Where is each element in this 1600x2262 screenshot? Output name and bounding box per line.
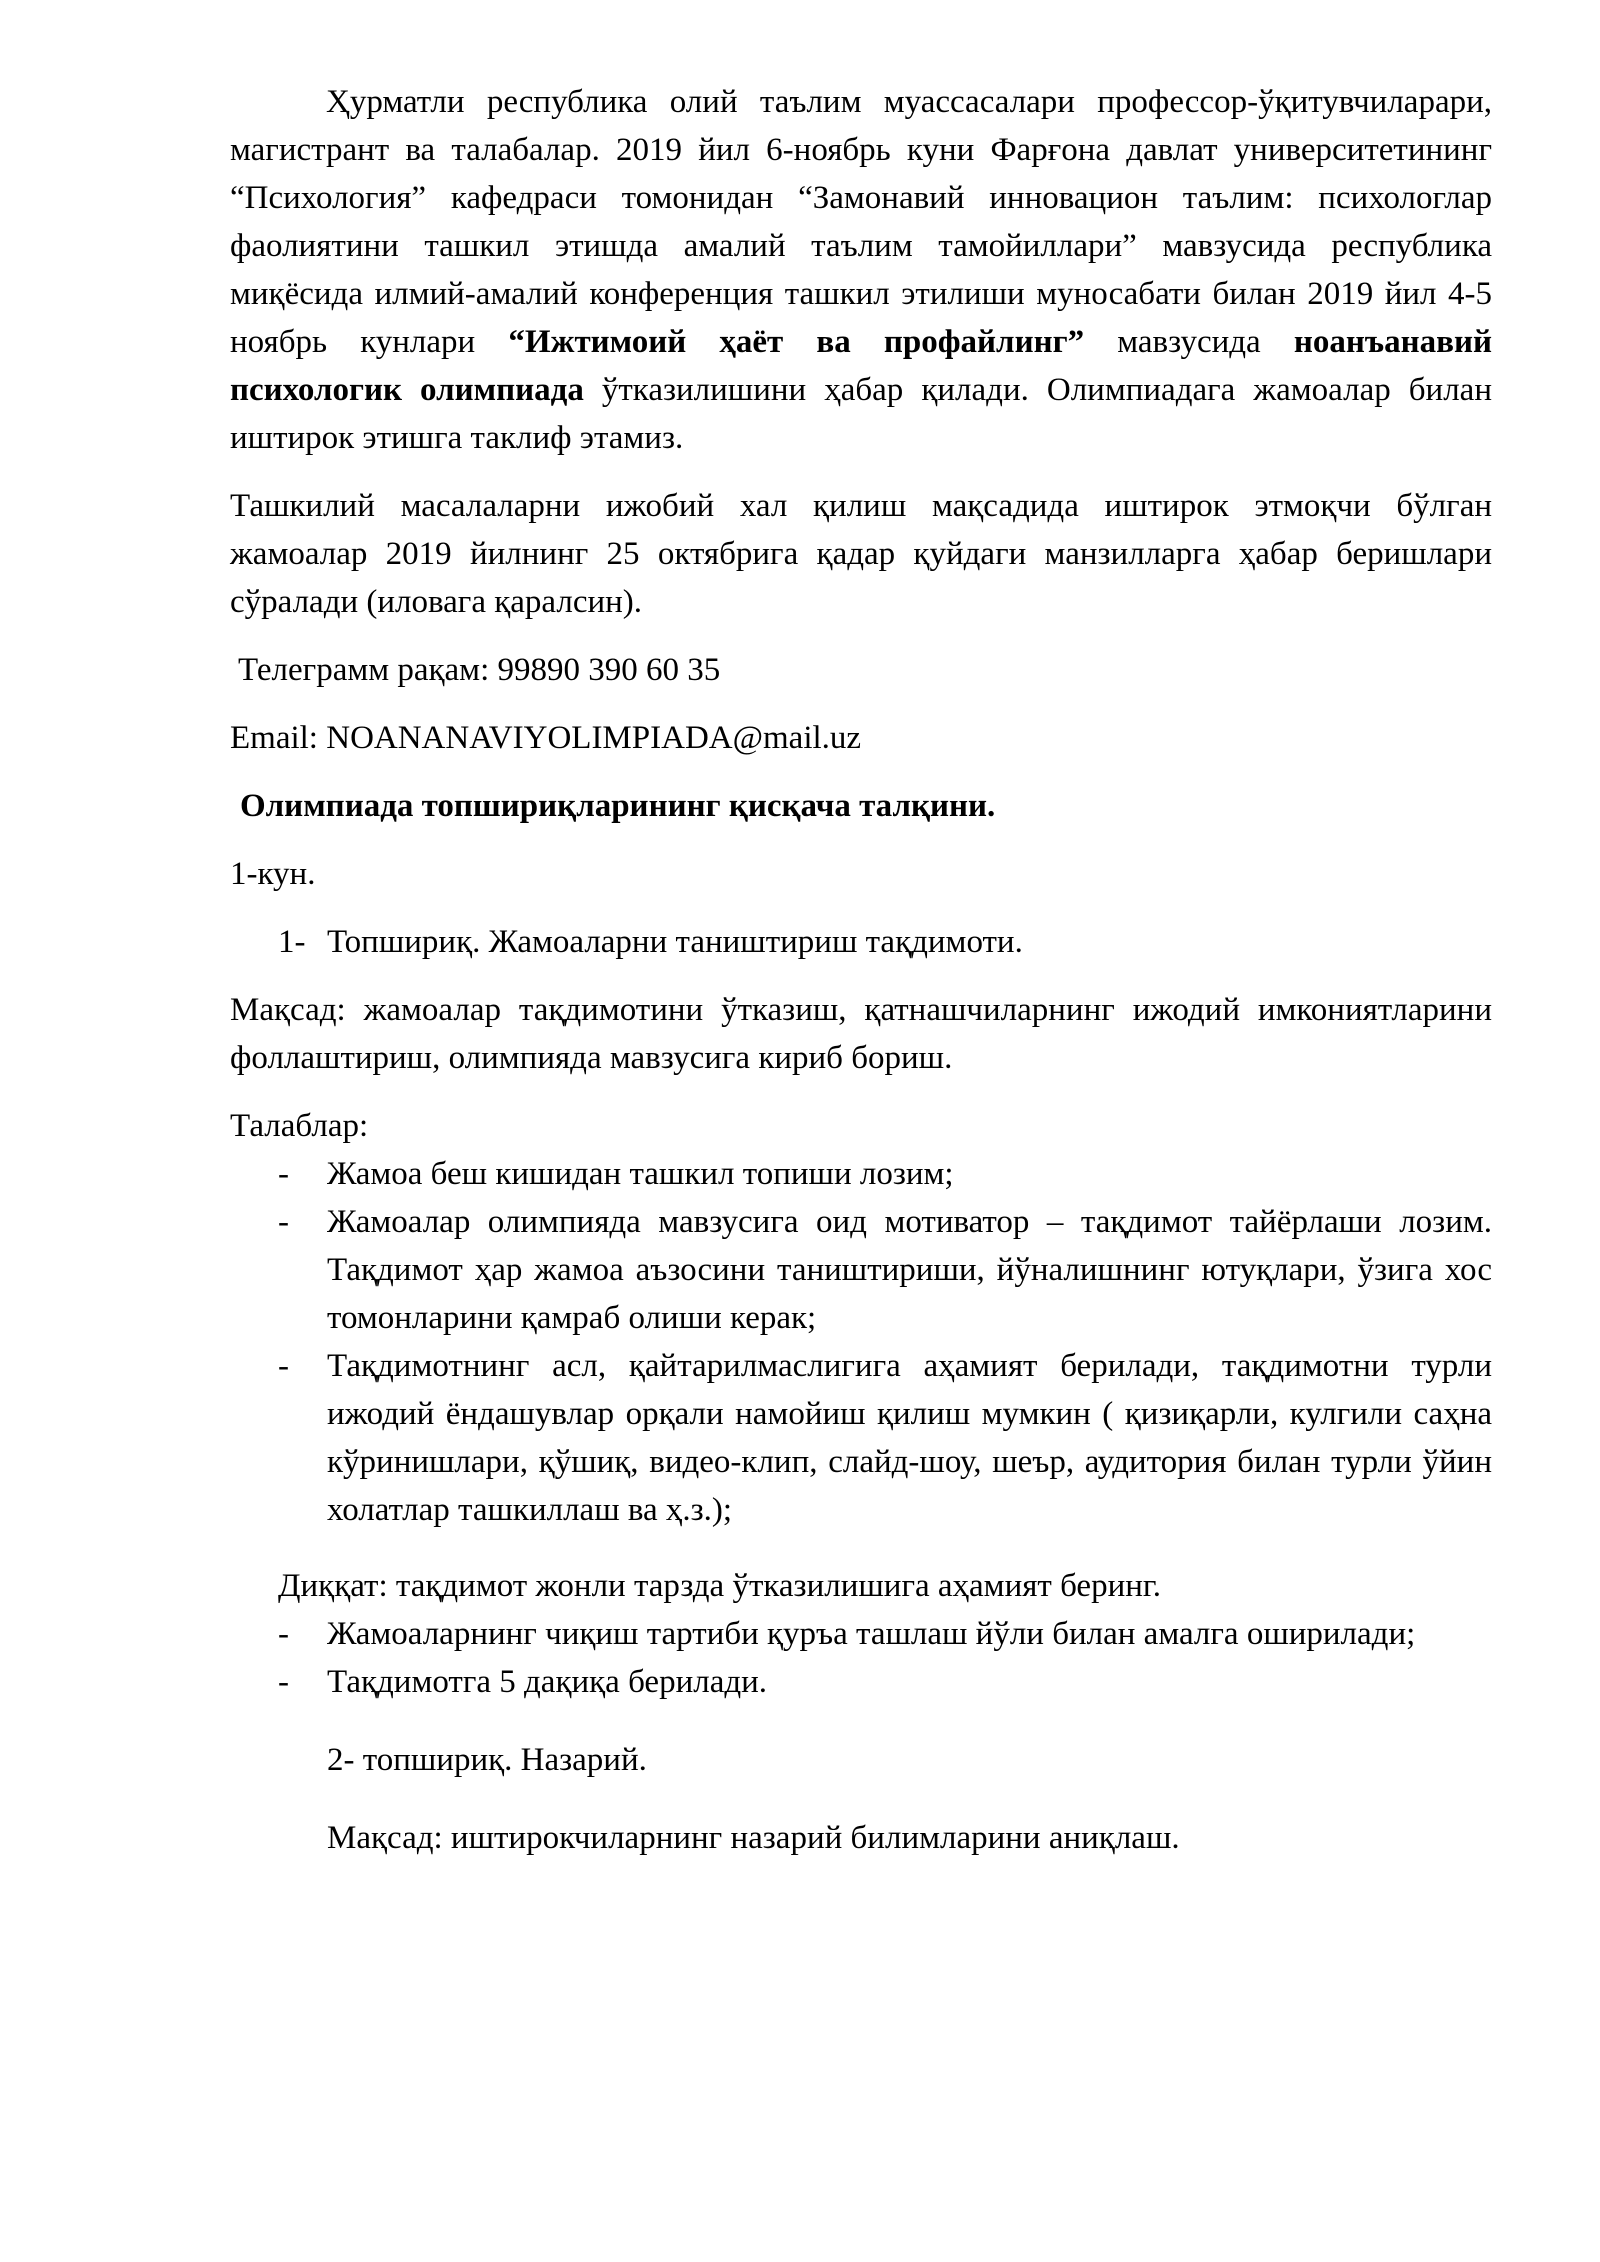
list-item-text: Жамоалар олимпияда мавзусига оид мотиватор – тақдимот тайёрлаши лозим. Тақдимот ҳар жамоа аъзосини таништириши, йўналишнинг ютуқлари, ўзига хос томонларини қамраб олиши керак;: [327, 1204, 1492, 1336]
list-marker: -: [278, 1348, 289, 1384]
day-1-label: 1-кун.: [230, 856, 316, 892]
list-marker: -: [278, 1156, 289, 1192]
telegram-line: [230, 646, 1492, 694]
olympiad-type: ноанъанавий психологик олимпиада: [230, 324, 1492, 408]
task-1-title: [230, 918, 1492, 966]
list-item: [230, 1342, 1492, 1534]
task-2-title: 2- топшириқ. Назарий.: [327, 1742, 647, 1778]
requirements-list: [230, 1150, 1492, 1534]
task-1-number: 1-: [278, 924, 306, 960]
list-item-text: Жамоаларнинг чиқиш тартиби қуръа ташлаш йўли билан амалга оширилади;: [327, 1616, 1416, 1652]
tasks-heading: Олимпиада топшириқларининг қисқача талқини.: [240, 788, 996, 824]
list-marker: -: [278, 1664, 289, 1700]
email-line: [230, 714, 1492, 762]
rules-list: [230, 1610, 1492, 1706]
email-label: Email:: [230, 720, 318, 756]
list-item: [230, 1150, 1492, 1198]
list-item: [230, 1658, 1492, 1706]
attention-note: Диққат: тақдимот жонли тарзда ўтказилишига аҳамият беринг.: [278, 1568, 1161, 1604]
telegram-number: 99890 390 60 35: [497, 652, 721, 688]
requirements-label: Талаблар:: [230, 1108, 369, 1144]
intro-paragraph: [230, 78, 1492, 462]
task-2-goal: Мақсад: иштирокчиларнинг назарий билимларини аниқлаш.: [327, 1820, 1180, 1856]
intro-text-part-3: ўтказилишини ҳабар қилади. Олимпиадага жамоалар билан иштирок этишга таклиф этамиз.: [230, 372, 1492, 456]
list-marker: -: [278, 1616, 289, 1652]
list-item-text: Тақдимотга 5 дақиқа берилади.: [327, 1664, 768, 1700]
email-address: NOANANAVIYOLIMPIADA@mail.uz: [326, 720, 862, 756]
registration-paragraph: Ташкилий масалаларни ижобий хал қилиш мақсадида иштирок этмоқчи бўлган жамоалар 2019 йилнинг 25 октябрига қадар қуйдаги манзилларга ҳабар беришлари сўралади (иловага қаралсин).: [230, 488, 1492, 620]
task-1-goal: Мақсад: жамоалар тақдимотини ўтказиш, қатнашчиларнинг ижодий имкониятларини фоллаштириш, олимпияда мавзусига кириб бориш.: [230, 992, 1492, 1076]
list-marker: -: [278, 1204, 289, 1240]
list-item: [230, 1610, 1492, 1658]
document-body: [230, 78, 1492, 1862]
list-item-text: Жамоа беш кишидан ташкил топиши лозим;: [327, 1156, 954, 1192]
telegram-label: Телеграмм рақам:: [238, 652, 490, 688]
intro-text-part-1: Ҳурматли республика олий таълим муассасалари профессор-ўқитувчиларари, магистрант ва талабалар. 2019 йил 6-ноябрь куни Фарғона давлат университетининг “Психология” кафедраси томонидан “Замонавий инновацион таълим: психологлар фаолиятини ташкил этишда амалий таълим тамойиллари” мавзусида республика миқёсида илмий-амалий конференция ташкил этилиши муносабати билан 2019 йил 4-5 ноябрь кунлари: [230, 84, 1492, 360]
list-item: [230, 1198, 1492, 1342]
task-1-title-text: Топшириқ. Жамоаларни таништириш тақдимоти.: [327, 924, 1023, 960]
intro-text-part-2: мавзусида: [1084, 324, 1294, 360]
olympiad-topic: “Ижтимоий ҳаёт ва профайлинг”: [508, 324, 1085, 360]
list-item-text: Тақдимотнинг асл, қайтарилмаслигига аҳамият берилади, тақдимотни турли ижодий ёндашувлар орқали намойиш қилиш мумкин ( қизиқарли, кулгили саҳна кўринишлари, қўшиқ, видео-клип, слайд-шоу, шеър, аудитория билан турли ўйин холатлар ташкиллаш ва ҳ.з.);: [327, 1348, 1492, 1528]
